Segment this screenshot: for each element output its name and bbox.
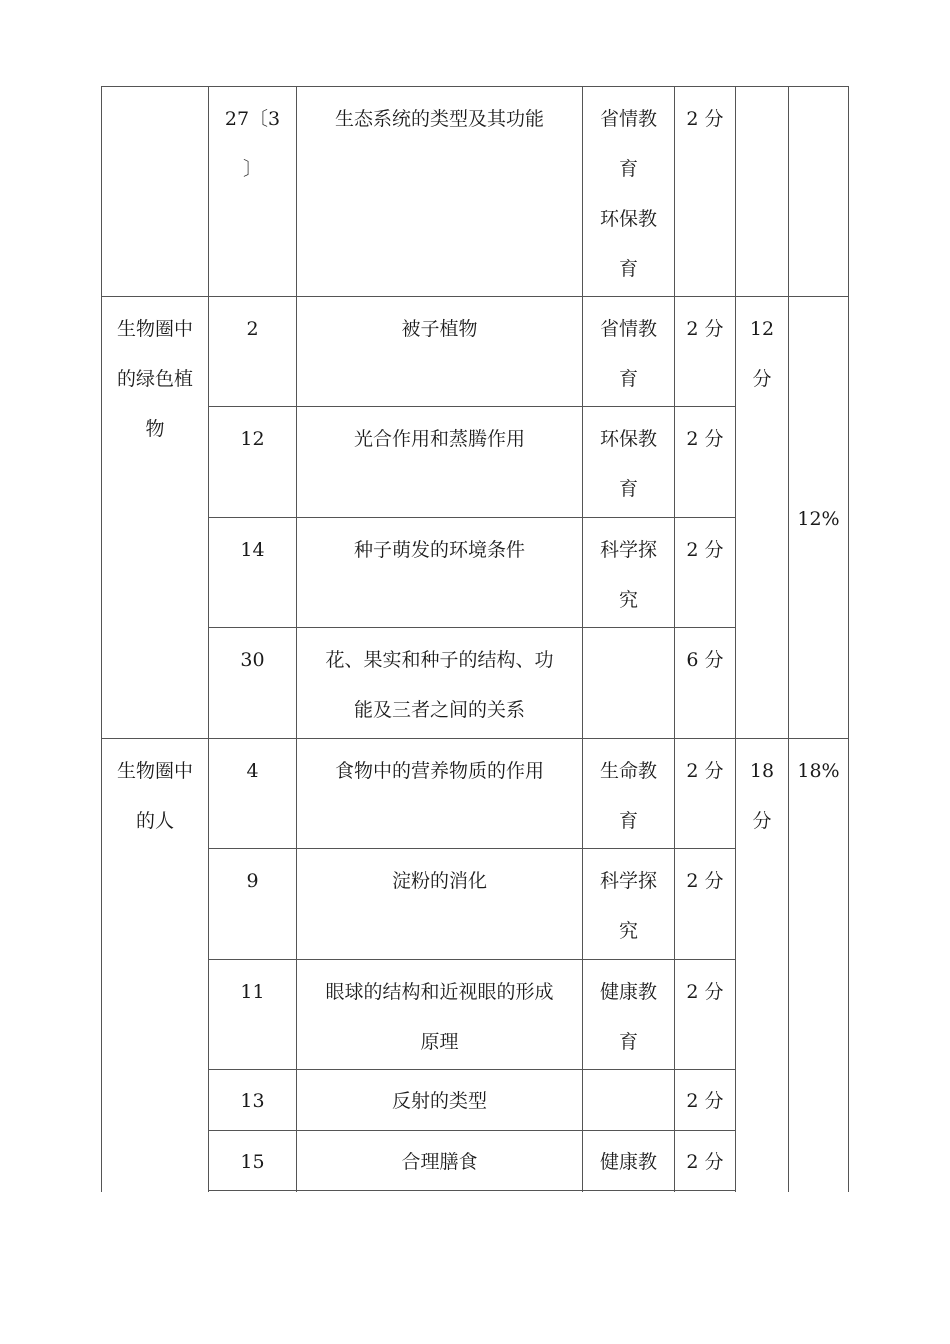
row-divider [101,296,849,297]
education-cell: 科学探 究 [599,539,657,611]
content-cell: 合理膳食 [401,1151,478,1173]
content-cell: 光合作用和蒸腾作用 [353,428,525,450]
score-cell: 2 分 [686,1151,724,1173]
content-cell: 反射的类型 [391,1090,487,1112]
score-cell: 2 分 [686,318,724,340]
item-number: 4 [246,760,259,782]
content-cell: 被子植物 [401,318,478,340]
education-cell: 环保教 育 [599,428,657,500]
score-cell: 2 分 [686,760,724,782]
row-divider [208,517,736,518]
section-percent: 18% [797,760,840,782]
score-cell: 2 分 [686,539,724,561]
row-divider [101,738,849,739]
content-cell: 食物中的营养物质的作用 [334,760,544,782]
score-cell: 2 分 [686,981,724,1003]
row-divider [208,627,736,628]
row-divider [208,1130,736,1131]
row-divider [208,848,736,849]
education-cell: 科学探 究 [599,870,657,942]
row-divider [208,1069,736,1070]
table-border [848,86,849,1192]
section-title: 生物圈中 的绿色植 物 [116,318,193,440]
item-number: 15 [240,1151,265,1173]
score-cell: 2 分 [686,1090,724,1112]
content-cell: 生态系统的类型及其功能 [334,108,544,130]
score-cell: 2 分 [686,108,724,130]
item-number: 11 [240,981,265,1003]
row-divider [208,1190,736,1191]
item-number: 30 [240,649,265,671]
education-cell: 省情教 育 环保教 育 [599,108,657,280]
item-number: 2 [246,318,259,340]
education-cell: 健康教 育 [599,981,657,1053]
section-total-score: 12 分 [749,318,775,390]
education-cell: 省情教 育 [599,318,657,390]
section-total-score: 18 分 [749,760,775,832]
score-cell: 6 分 [686,649,724,671]
content-cell: 花、果实和种子的结构、功 能及三者之间的关系 [325,649,554,721]
column-divider [101,86,102,1192]
item-number: 13 [240,1090,265,1112]
row-divider [208,959,736,960]
table-border [101,86,849,87]
score-cell: 2 分 [686,870,724,892]
item-number: 12 [240,428,265,450]
content-cell: 种子萌发的环境条件 [353,539,525,561]
item-number: 14 [240,539,265,561]
score-cell: 2 分 [686,428,724,450]
education-cell: 生命教 育 [599,760,657,832]
item-number: 27〔3 〕 [224,108,281,180]
column-divider [788,86,789,1192]
section-percent: 12% [797,508,840,530]
section-title: 生物圈中 的人 [116,760,193,832]
row-divider [208,406,736,407]
content-cell: 眼球的结构和近视眼的形成 原理 [325,981,554,1053]
curriculum-table [101,86,849,1192]
item-number: 9 [246,870,259,892]
content-cell: 淀粉的消化 [391,870,487,892]
column-divider [735,86,736,1192]
education-cell: 健康教 [599,1151,657,1173]
